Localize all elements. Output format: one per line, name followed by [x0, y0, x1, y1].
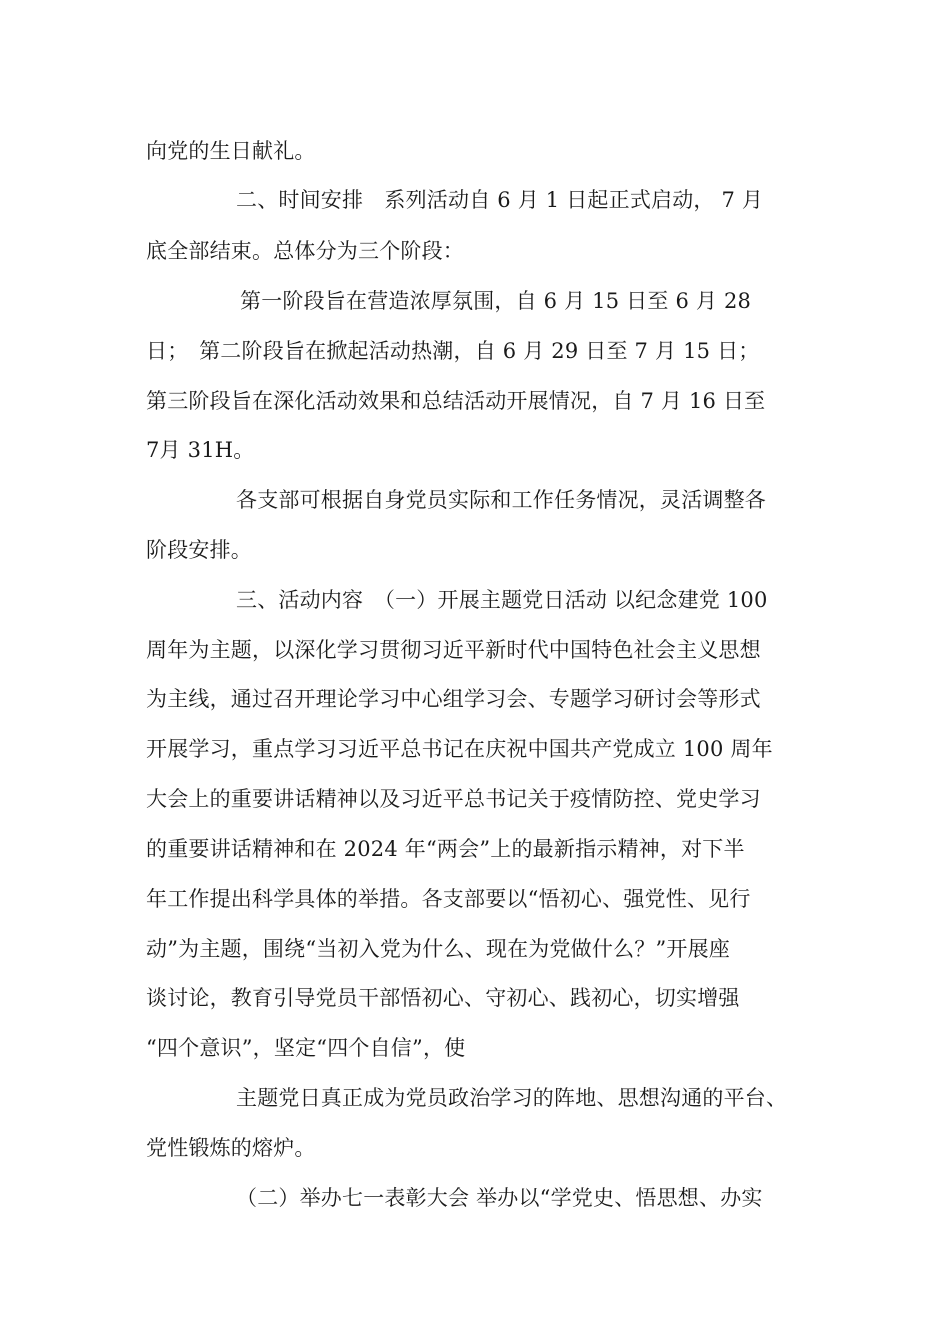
- text-line-11: 周年为主题，以深化学习贯彻习近平新时代中国特色社会主义思想: [146, 638, 761, 662]
- text-line-13: 开展学习，重点学习习近平总书记在庆祝中国共产党成立 100 周年: [146, 737, 773, 761]
- text-line-9: 阶段安排。: [146, 538, 252, 562]
- text-line-10: 三、活动内容 （一）开展主题党日活动 以纪念建党 100: [236, 588, 768, 612]
- text-line-8: 各支部可根据自身党员实际和工作任务情况，灵活调整各: [236, 488, 766, 512]
- text-line-7: 7月 31H。: [146, 438, 255, 462]
- text-line-15: 的重要讲话精神和在 2024 年“两会”上的最新指示精神，对下半: [146, 837, 745, 861]
- text-line-22: （二）举办七一表彰大会 举办以“学党史、悟思想、办实: [236, 1186, 763, 1210]
- text-line-19: “四个意识”，坚定“四个自信”，使: [146, 1036, 466, 1060]
- text-line-21: 党性锻炼的熔炉。: [146, 1136, 316, 1160]
- text-line-4: 第一阶段旨在营造浓厚氛围，自 6 月 15 日至 6 月 28: [240, 289, 752, 313]
- text-line-2: 二、时间安排 系列活动自 6 月 1 日起正式启动， 7 月: [236, 188, 764, 212]
- text-line-17: 动”为主题，围绕“当初入党为什么、现在为党做什么？”开展座: [146, 937, 731, 961]
- text-line-16: 年工作提出科学具体的举措。各支部要以“悟初心、强党性、见行: [146, 887, 751, 911]
- text-line-6: 第三阶段旨在深化活动效果和总结活动开展情况，自 7 月 16 日至: [146, 389, 766, 413]
- text-line-14: 大会上的重要讲话精神以及习近平总书记关于疫情防控、党史学习: [146, 787, 761, 811]
- text-line-1: 向党的生日献礼。: [146, 139, 316, 163]
- text-line-3: 底全部结束。总体分为三个阶段：: [146, 239, 464, 263]
- text-line-18: 谈讨论，教育引导党员干部悟初心、守初心、践初心，切实增强: [146, 986, 740, 1010]
- text-line-5: 日； 第二阶段旨在掀起活动热潮，自 6 月 29 日至 7 月 15 日；: [146, 339, 760, 363]
- text-line-20: 主题党日真正成为党员政治学习的阵地、思想沟通的平台、: [236, 1086, 788, 1110]
- text-line-12: 为主线，通过召开理论学习中心组学习会、专题学习研讨会等形式: [146, 687, 761, 711]
